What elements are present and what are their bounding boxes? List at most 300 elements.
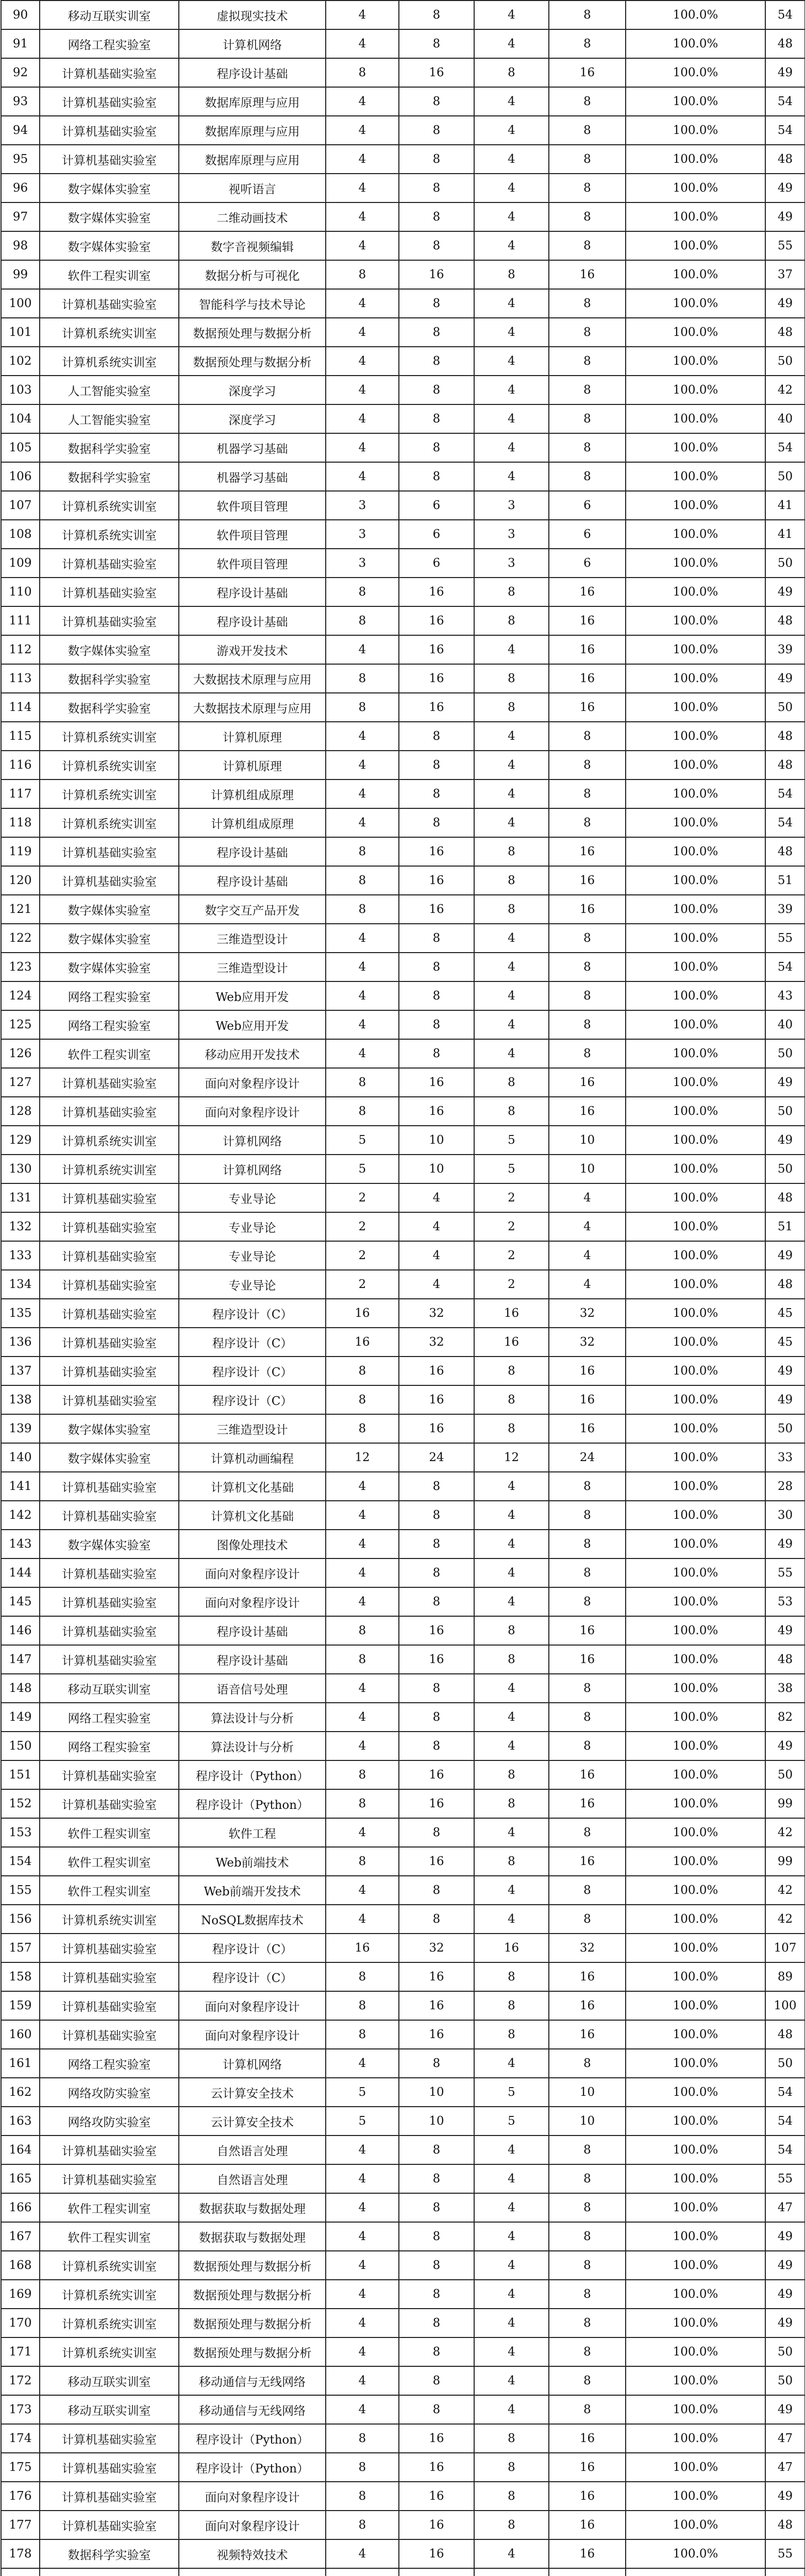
count-cell: 48	[765, 837, 805, 866]
value-cell-1: 8	[326, 2482, 399, 2511]
value-cell-1: 8	[326, 1068, 399, 1097]
value-cell-3: 8	[474, 1789, 549, 1818]
value-cell-2: 16	[399, 2020, 474, 2049]
row-number-cell: 120	[1, 866, 40, 895]
value-cell-2: 24	[399, 1443, 474, 1472]
row-number-cell: 146	[1, 1616, 40, 1645]
table-row	[1, 2424, 805, 2453]
value-cell-1: 5	[326, 1155, 399, 1183]
value-cell-3: 4	[474, 174, 549, 202]
row-number-cell: 142	[1, 1501, 40, 1530]
course-name-cell: 数据库原理与应用	[179, 87, 326, 116]
value-cell-4: 8	[549, 981, 626, 1010]
course-name-cell: 云计算安全技术	[179, 2107, 326, 2136]
count-cell: 51	[765, 866, 805, 895]
count-cell: 49	[765, 664, 805, 693]
value-cell-2: 8	[399, 1530, 474, 1558]
rate-cell: 100.0%	[626, 1270, 765, 1299]
row-number-cell: 147	[1, 1645, 40, 1674]
table-row	[1, 116, 805, 145]
row-number-cell: 157	[1, 1934, 40, 1962]
count-cell: 30	[765, 1501, 805, 1530]
lab-name-cell: 计算机基础实验室	[40, 1270, 179, 1299]
value-cell-3: 16	[474, 1328, 549, 1357]
rate-cell: 100.0%	[626, 2193, 765, 2222]
row-number-cell: 148	[1, 1674, 40, 1703]
lab-name-cell: 计算机基础实验室	[40, 1645, 179, 1674]
course-name-cell: 移动通信与无线网络	[179, 2366, 326, 2395]
value-cell-1: 4	[326, 1587, 399, 1616]
row-number-cell: 152	[1, 1789, 40, 1818]
value-cell-4: 16	[549, 1962, 626, 1991]
value-cell-4: 8	[549, 318, 626, 347]
value-cell-3: 4	[474, 433, 549, 462]
rate-cell: 100.0%	[626, 693, 765, 722]
value-cell-2: 8	[399, 174, 474, 202]
value-cell-4: 10	[549, 1155, 626, 1183]
rate-cell: 100.0%	[626, 1962, 765, 1991]
rate-cell: 100.0%	[626, 1558, 765, 1587]
table-row	[1, 318, 805, 347]
lab-name-cell: 计算机基础实验室	[40, 1991, 179, 2020]
count-cell: 49	[765, 2482, 805, 2511]
value-cell-2: 16	[399, 260, 474, 289]
value-cell-4: 16	[549, 635, 626, 664]
lab-name-cell: 计算机基础实验室	[40, 1097, 179, 1126]
table-row	[1, 433, 805, 462]
row-number-cell: 130	[1, 1155, 40, 1183]
course-name-cell: 数据分析与可视化	[179, 260, 326, 289]
row-number-cell: 105	[1, 433, 40, 462]
course-name-cell: 软件工程	[179, 1818, 326, 1847]
row-number-cell: 138	[1, 1385, 40, 1414]
rate-cell: 100.0%	[626, 520, 765, 549]
lab-name-cell: 计算机基础实验室	[40, 2020, 179, 2049]
rate-cell: 100.0%	[626, 2482, 765, 2511]
row-number-cell: 104	[1, 404, 40, 433]
course-name-cell: 专业导论	[179, 1241, 326, 1270]
course-name-cell: 软件项目管理	[179, 491, 326, 520]
table-row	[1, 1558, 805, 1587]
rate-cell: 100.0%	[626, 1155, 765, 1183]
row-number-cell: 110	[1, 578, 40, 606]
course-name-cell: 程序设计基础	[179, 1645, 326, 1674]
table-row	[1, 1212, 805, 1241]
row-number-cell: 109	[1, 549, 40, 578]
course-name-cell: 虚拟现实技术	[179, 1, 326, 29]
row-number-cell: 160	[1, 2020, 40, 2049]
row-number-cell: 95	[1, 145, 40, 174]
value-cell-4: 8	[549, 1703, 626, 1732]
value-cell-3: 4	[474, 116, 549, 145]
value-cell-2: 16	[399, 1414, 474, 1443]
value-cell-1: 4	[326, 2222, 399, 2251]
rate-cell: 100.0%	[626, 2337, 765, 2366]
course-name-cell: 算法设计与分析	[179, 1732, 326, 1760]
value-cell-3: 4	[474, 347, 549, 376]
row-number-cell: 159	[1, 1991, 40, 2020]
value-cell-4: 32	[549, 1328, 626, 1357]
value-cell-1: 4	[326, 376, 399, 404]
value-cell-3: 4	[474, 924, 549, 953]
count-cell: 49	[765, 174, 805, 202]
value-cell-3: 2	[474, 1270, 549, 1299]
rate-cell: 100.0%	[626, 433, 765, 462]
value-cell-1: 2	[326, 1212, 399, 1241]
rate-cell: 100.0%	[626, 1818, 765, 1847]
value-cell-1: 4	[326, 1472, 399, 1501]
value-cell-4: 8	[549, 2395, 626, 2424]
row-number-cell: 176	[1, 2482, 40, 2511]
table-row	[1, 2049, 805, 2078]
value-cell-2: 16	[399, 606, 474, 635]
table-row	[1, 1010, 805, 1039]
rate-cell: 100.0%	[626, 2539, 765, 2568]
count-cell: 41	[765, 520, 805, 549]
course-name-cell: 程序设计基础	[179, 578, 326, 606]
value-cell-1: 4	[326, 2193, 399, 2222]
value-cell-3: 2	[474, 1241, 549, 1270]
value-cell-1: 4	[326, 2136, 399, 2164]
course-name-cell: 图像处理技术	[179, 1530, 326, 1558]
value-cell-4: 10	[549, 1126, 626, 1155]
row-number-cell: 131	[1, 1183, 40, 1212]
value-cell-4: 16	[549, 837, 626, 866]
table-row	[1, 837, 805, 866]
rate-cell: 100.0%	[626, 837, 765, 866]
value-cell-1: 4	[326, 2337, 399, 2366]
table-row	[1, 260, 805, 289]
count-cell: 49	[765, 1068, 805, 1097]
table-row	[1, 2395, 805, 2424]
rate-cell: 100.0%	[626, 1328, 765, 1357]
count-cell: 54	[765, 116, 805, 145]
lab-name-cell: 数字媒体实验室	[40, 953, 179, 981]
table-row	[1, 1818, 805, 1847]
value-cell-2: 16	[399, 1385, 474, 1414]
value-cell-2: 32	[399, 1934, 474, 1962]
value-cell-2: 8	[399, 2309, 474, 2337]
rate-cell: 100.0%	[626, 1097, 765, 1126]
value-cell-1: 8	[326, 895, 399, 924]
course-name-cell: NoSQL数据库技术	[179, 1905, 326, 1934]
value-cell-2: 16	[399, 2539, 474, 2568]
rate-cell: 100.0%	[626, 1241, 765, 1270]
value-cell-4: 8	[549, 953, 626, 981]
lab-course-table	[1, 0, 805, 2576]
course-name-cell: 程序设计（Python）	[179, 2424, 326, 2453]
value-cell-1: 8	[326, 1616, 399, 1645]
course-name-cell: 面向对象程序设计	[179, 1558, 326, 1587]
rate-cell: 100.0%	[626, 2424, 765, 2453]
value-cell-2: 16	[399, 2424, 474, 2453]
value-cell-3: 4	[474, 1, 549, 29]
value-cell-3: 4	[474, 2366, 549, 2395]
value-cell-4: 8	[549, 1587, 626, 1616]
lab-name-cell: 计算机系统实训室	[40, 1905, 179, 1934]
table-row	[1, 2539, 805, 2568]
value-cell-3	[474, 2568, 549, 2576]
value-cell-1: 8	[326, 693, 399, 722]
row-number-cell: 158	[1, 1962, 40, 1991]
table-row	[1, 1472, 805, 1501]
count-cell: 55	[765, 2164, 805, 2193]
count-cell: 54	[765, 1, 805, 29]
value-cell-2: 32	[399, 1328, 474, 1357]
table-row	[1, 2222, 805, 2251]
rate-cell: 100.0%	[626, 1789, 765, 1818]
row-number-cell: 161	[1, 2049, 40, 2078]
lab-name-cell: 计算机基础实验室	[40, 1760, 179, 1789]
count-cell: 50	[765, 2337, 805, 2366]
count-cell: 40	[765, 1010, 805, 1039]
course-name-cell: 面向对象程序设计	[179, 2482, 326, 2511]
course-name-cell: 大数据技术原理与应用	[179, 664, 326, 693]
value-cell-2: 16	[399, 1991, 474, 2020]
value-cell-3: 8	[474, 664, 549, 693]
value-cell-2: 16	[399, 664, 474, 693]
value-cell-4: 8	[549, 1472, 626, 1501]
count-cell: 50	[765, 462, 805, 491]
course-name-cell: 计算机原理	[179, 722, 326, 751]
row-number-cell: 96	[1, 174, 40, 202]
value-cell-4: 16	[549, 693, 626, 722]
lab-name-cell: 计算机基础实验室	[40, 1212, 179, 1241]
lab-name-cell: 数据科学实验室	[40, 664, 179, 693]
value-cell-2: 10	[399, 1126, 474, 1155]
rate-cell: 100.0%	[626, 1760, 765, 1789]
table-row	[1, 895, 805, 924]
value-cell-3: 4	[474, 462, 549, 491]
row-number-cell: 127	[1, 1068, 40, 1097]
table-row	[1, 1962, 805, 1991]
rate-cell: 100.0%	[626, 1299, 765, 1328]
value-cell-3: 8	[474, 1385, 549, 1414]
row-number-cell: 143	[1, 1530, 40, 1558]
course-name-cell: 数字音视频编辑	[179, 231, 326, 260]
row-number-cell: 108	[1, 520, 40, 549]
value-cell-4: 8	[549, 722, 626, 751]
count-cell: 49	[765, 2222, 805, 2251]
value-cell-1: 4	[326, 404, 399, 433]
value-cell-3: 4	[474, 376, 549, 404]
value-cell-1: 2	[326, 1241, 399, 1270]
value-cell-4: 16	[549, 1616, 626, 1645]
rate-cell: 100.0%	[626, 87, 765, 116]
lab-name-cell: 软件工程实训室	[40, 2222, 179, 2251]
table-row	[1, 1530, 805, 1558]
value-cell-2: 4	[399, 1212, 474, 1241]
value-cell-4: 8	[549, 87, 626, 116]
value-cell-4: 8	[549, 1, 626, 29]
count-cell: 42	[765, 1876, 805, 1905]
rate-cell: 100.0%	[626, 2309, 765, 2337]
value-cell-4: 24	[549, 1443, 626, 1472]
value-cell-2: 8	[399, 2136, 474, 2164]
lab-name-cell: 计算机系统实训室	[40, 2280, 179, 2309]
value-cell-4: 16	[549, 1385, 626, 1414]
value-cell-1: 8	[326, 1789, 399, 1818]
value-cell-3: 4	[474, 1674, 549, 1703]
value-cell-4: 16	[549, 1991, 626, 2020]
value-cell-4: 4	[549, 1183, 626, 1212]
count-cell: 45	[765, 1299, 805, 1328]
count-cell: 54	[765, 87, 805, 116]
count-cell: 50	[765, 1155, 805, 1183]
row-number-cell: 137	[1, 1357, 40, 1385]
row-number-cell: 156	[1, 1905, 40, 1934]
lab-name-cell: 数字媒体实验室	[40, 231, 179, 260]
row-number-cell: 97	[1, 202, 40, 231]
value-cell-3: 8	[474, 578, 549, 606]
value-cell-4: 32	[549, 1934, 626, 1962]
value-cell-4: 8	[549, 433, 626, 462]
lab-name-cell: 数字媒体实验室	[40, 1414, 179, 1443]
row-number-cell: 171	[1, 2337, 40, 2366]
lab-name-cell: 软件工程实训室	[40, 260, 179, 289]
value-cell-3: 8	[474, 1645, 549, 1674]
value-cell-2: 8	[399, 116, 474, 145]
lab-name-cell: 计算机基础实验室	[40, 1241, 179, 1270]
row-number-cell: 151	[1, 1760, 40, 1789]
value-cell-2: 16	[399, 1616, 474, 1645]
row-number-cell: 164	[1, 2136, 40, 2164]
table-row	[1, 289, 805, 318]
value-cell-1: 4	[326, 462, 399, 491]
value-cell-4: 16	[549, 866, 626, 895]
count-cell: 50	[765, 549, 805, 578]
value-cell-3: 4	[474, 1530, 549, 1558]
table-row	[1, 520, 805, 549]
table-row	[1, 2136, 805, 2164]
lab-name-cell: 计算机基础实验室	[40, 1789, 179, 1818]
value-cell-1: 4	[326, 2049, 399, 2078]
lab-name-cell: 计算机系统实训室	[40, 779, 179, 808]
lab-name-cell: 网络工程实验室	[40, 981, 179, 1010]
value-cell-4: 16	[549, 1414, 626, 1443]
course-name-cell: 程序设计（C）	[179, 1299, 326, 1328]
value-cell-4: 8	[549, 1501, 626, 1530]
row-number-cell: 140	[1, 1443, 40, 1472]
table-row	[1, 549, 805, 578]
value-cell-1: 8	[326, 1991, 399, 2020]
count-cell: 49	[765, 2280, 805, 2309]
value-cell-1: 4	[326, 2366, 399, 2395]
course-name-cell: 移动通信与无线网络	[179, 2395, 326, 2424]
lab-name-cell: 软件工程实训室	[40, 2193, 179, 2222]
row-number-cell: 103	[1, 376, 40, 404]
course-name-cell: Web应用开发	[179, 981, 326, 1010]
lab-name-cell: 计算机基础实验室	[40, 1587, 179, 1616]
value-cell-3: 8	[474, 1357, 549, 1385]
table-row	[1, 58, 805, 87]
rate-cell: 100.0%	[626, 1876, 765, 1905]
value-cell-3: 8	[474, 58, 549, 87]
value-cell-1: 4	[326, 116, 399, 145]
course-name-cell: 数据预处理与数据分析	[179, 318, 326, 347]
lab-name-cell: 计算机系统实训室	[40, 520, 179, 549]
count-cell: 28	[765, 1472, 805, 1501]
value-cell-1: 4	[326, 1905, 399, 1934]
course-name-cell: 深度学习	[179, 404, 326, 433]
value-cell-2: 16	[399, 2511, 474, 2539]
count-cell: 48	[765, 1645, 805, 1674]
value-cell-1: 8	[326, 606, 399, 635]
value-cell-2: 4	[399, 1270, 474, 1299]
rate-cell: 100.0%	[626, 174, 765, 202]
value-cell-4: 16	[549, 2511, 626, 2539]
table-row	[1, 2453, 805, 2482]
rate-cell: 100.0%	[626, 866, 765, 895]
row-number-cell: 116	[1, 751, 40, 779]
row-number-cell: 144	[1, 1558, 40, 1587]
table-row	[1, 202, 805, 231]
value-cell-2: 8	[399, 404, 474, 433]
course-name-cell: 数据预处理与数据分析	[179, 347, 326, 376]
value-cell-4: 8	[549, 1876, 626, 1905]
count-cell: 37	[765, 260, 805, 289]
value-cell-1: 16	[326, 1299, 399, 1328]
lab-name-cell: 计算机基础实验室	[40, 1385, 179, 1414]
lab-name-cell: 计算机系统实训室	[40, 808, 179, 837]
rate-cell: 100.0%	[626, 1847, 765, 1876]
value-cell-1: 8	[326, 866, 399, 895]
value-cell-2: 16	[399, 1962, 474, 1991]
lab-name-cell: 计算机基础实验室	[40, 866, 179, 895]
row-number-cell: 91	[1, 29, 40, 58]
lab-name-cell: 数字媒体实验室	[40, 924, 179, 953]
rate-cell: 100.0%	[626, 491, 765, 520]
value-cell-4: 4	[549, 1270, 626, 1299]
course-name-cell: 机器学习基础	[179, 433, 326, 462]
course-name-cell: 自然语言处理	[179, 2164, 326, 2193]
rate-cell: 100.0%	[626, 1, 765, 29]
rate-cell: 100.0%	[626, 2453, 765, 2482]
table-row	[1, 779, 805, 808]
rate-cell: 100.0%	[626, 1616, 765, 1645]
count-cell: 99	[765, 1847, 805, 1876]
course-name-cell: 计算机网络	[179, 29, 326, 58]
value-cell-1: 8	[326, 837, 399, 866]
count-cell: 89	[765, 1962, 805, 1991]
value-cell-2: 8	[399, 1876, 474, 1905]
value-cell-2: 16	[399, 837, 474, 866]
row-number-cell: 114	[1, 693, 40, 722]
course-name-cell: 面向对象程序设计	[179, 1097, 326, 1126]
value-cell-4: 10	[549, 2078, 626, 2107]
rate-cell: 100.0%	[626, 2107, 765, 2136]
rate-cell: 100.0%	[626, 1991, 765, 2020]
row-number-cell: 126	[1, 1039, 40, 1068]
value-cell-3: 4	[474, 1876, 549, 1905]
value-cell-2: 8	[399, 2193, 474, 2222]
table-row	[1, 2078, 805, 2107]
count-cell: 48	[765, 145, 805, 174]
lab-name-cell: 计算机系统实训室	[40, 318, 179, 347]
table-row	[1, 953, 805, 981]
count-cell: 47	[765, 2453, 805, 2482]
row-number-cell: 100	[1, 289, 40, 318]
lab-name-cell: 计算机基础实验室	[40, 87, 179, 116]
lab-name-cell: 计算机基础实验室	[40, 837, 179, 866]
row-number-cell: 155	[1, 1876, 40, 1905]
value-cell-1: 4	[326, 1530, 399, 1558]
row-number-cell: 166	[1, 2193, 40, 2222]
value-cell-4: 8	[549, 808, 626, 837]
count-cell: 49	[765, 58, 805, 87]
value-cell-4: 16	[549, 1789, 626, 1818]
table-row	[1, 2164, 805, 2193]
